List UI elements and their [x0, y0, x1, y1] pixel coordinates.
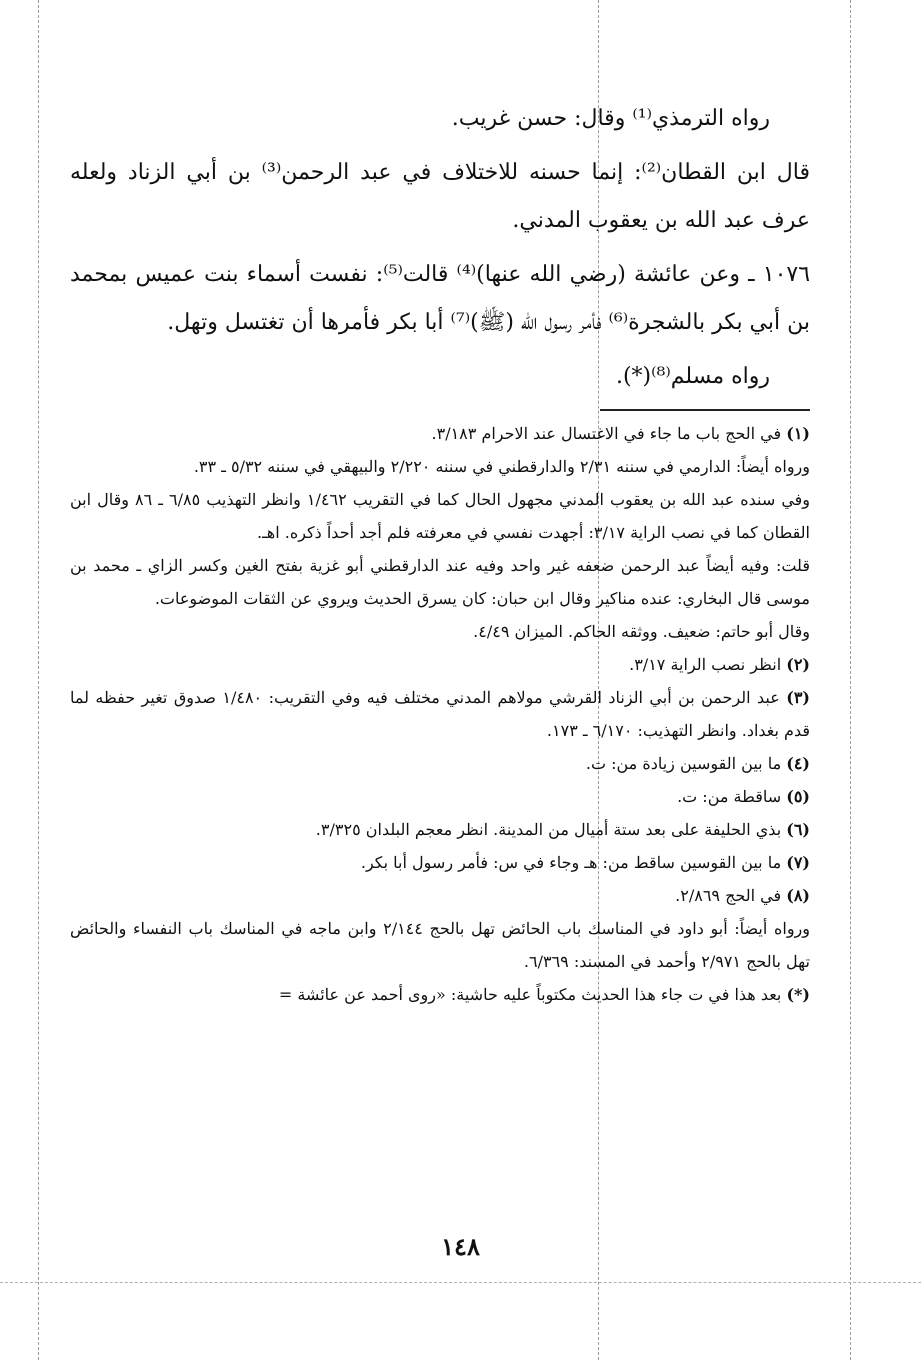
footnote-marker: (٨) — [786, 886, 810, 905]
footnote-asterisk — [70, 978, 810, 1011]
footnote-8 — [70, 879, 810, 912]
footnote-text: ما بين القوسين ساقط من: هـ وجاء في س: فأمر رسول أبا بكر. — [360, 853, 782, 872]
main-paragraph-4: رواه مسلم⁽⁸⁾(*). — [615, 364, 770, 389]
main-paragraph-2: قال ابن القطان⁽²⁾: إنما حسنه للاختلاف في عبد الرحمن⁽³⁾ بن أبي الزناد ولعله عرف عبد الله بن يعقوب المدني. — [70, 160, 810, 233]
guide-line-right — [850, 0, 851, 1360]
footnote-separator — [600, 409, 810, 411]
footnote-1-continuation — [70, 450, 810, 483]
footnote-3 — [70, 681, 810, 747]
footnote-text: في الحج ٢/٨٦٩. — [675, 886, 782, 905]
footnote-8-continuation — [70, 912, 810, 978]
footnote-text: ساقطة من: ت. — [677, 787, 782, 806]
footnote-text: عبد الرحمن بن أبي الزناد القرشي مولاهم المدني مختلف فيه وفي التقريب: ١/٤٨٠ صدوق تغير حفظه لما قدم بغداد. وانظر التهذيب: ٦/١٧٠ ـ ١٧٣. — [70, 688, 810, 740]
footnote-text: ورواه أيضاً: أبو داود في المناسك باب الحائض تهل بالحج ٢/١٤٤ وابن ماجه في المناسك باب النفساء والحائض تهل بالحج ٢/٩٧١ وأحمد في المسند: ٦/٣٦٩. — [70, 919, 810, 971]
footnote-text: وقال أبو حاتم: ضعيف. ووثقه الحاكم. الميزان ٤/٤٩. — [473, 622, 810, 641]
footnote-1-continuation — [70, 483, 810, 549]
footnotes — [70, 417, 810, 1011]
footnote-5 — [70, 780, 810, 813]
guide-line-left — [38, 0, 39, 1360]
footnote-text: بعد هذا في ت جاء هذا الحديث مكتوباً عليه حاشية: «روى أحمد عن عائشة = — [278, 985, 782, 1004]
footnote-marker: (٥) — [786, 787, 810, 806]
footnote-6 — [70, 813, 810, 846]
footnote-text: قلت: وفيه أيضاً عبد الرحمن ضعفه غير واحد وفيه عند الدارقطني أبو غزية بفتح الغين وكسر الزاي ـ محمد بن موسى قال البخاري: عنده مناكير وقال ابن حبان: كان يسرق الحديث ويروي عن الثقات الموضوعات. — [70, 556, 810, 608]
main-paragraph-1: رواه الترمذي⁽¹⁾ وقال: حسن غريب. — [451, 106, 770, 131]
footnote-text: وفي سنده عبد الله بن يعقوب المدني مجهول الحال كما في التقريب ١/٤٦٢ وانظر التهذيب ٦/٨٥ ـ ٨٦ وقال ابن القطان كما في نصب الراية ٣/١٧: أجهدت نفسي في معرفته فلم أجد أحداً ذكره. اهـ. — [70, 490, 811, 542]
page-content — [70, 95, 810, 1011]
footnote-1 — [70, 417, 810, 450]
footnote-text: في الحج باب ما جاء في الاغتسال عند الاحرام ٣/١٨٣. — [431, 424, 782, 443]
footnote-4 — [70, 747, 810, 780]
footnote-text: بذي الحليفة على بعد ستة أميال من المدينة. انظر معجم البلدان ٣/٣٢٥. — [315, 820, 782, 839]
guide-line-bottom — [0, 1282, 921, 1283]
footnote-marker: (٦) — [786, 820, 810, 839]
footnote-text: انظر نصب الراية ٣/١٧. — [629, 655, 782, 674]
footnote-marker: (٤) — [786, 754, 810, 773]
footnote-7 — [70, 846, 810, 879]
footnote-2 — [70, 648, 810, 681]
footnote-marker: (١) — [786, 424, 810, 443]
footnote-marker: (٢) — [786, 655, 810, 674]
page-number: ١٤٨ — [441, 1232, 480, 1261]
footnote-1-continuation — [70, 615, 810, 648]
main-text — [70, 95, 810, 401]
footnote-marker: (*) — [786, 985, 810, 1004]
footnote-text: ما بين القوسين زيادة من: ت. — [585, 754, 782, 773]
footnote-text: ورواه أيضاً: الدارمي في سننه ٢/٣١ والدارقطني في سننه ٢/٢٢٠ والبيهقي في سننه ٥/٣٢ ـ ٣٣. — [193, 457, 810, 476]
main-paragraph-3: ١٠٧٦ ـ وعن عائشة (رضي الله عنها)⁽⁴⁾ قالت⁽⁵⁾: نفست أسماء بنت عميس بمحمد بن أبي بكر بالشجرة⁽⁶⁾ فأمر رسول الله (ﷺ)⁽⁷⁾ أبا بكر فأمرها أن تغتسل وتهل. — [70, 262, 811, 335]
footnote-1-continuation — [70, 549, 810, 615]
footnote-marker: (٧) — [786, 853, 810, 872]
footnote-marker: (٣) — [786, 688, 810, 707]
